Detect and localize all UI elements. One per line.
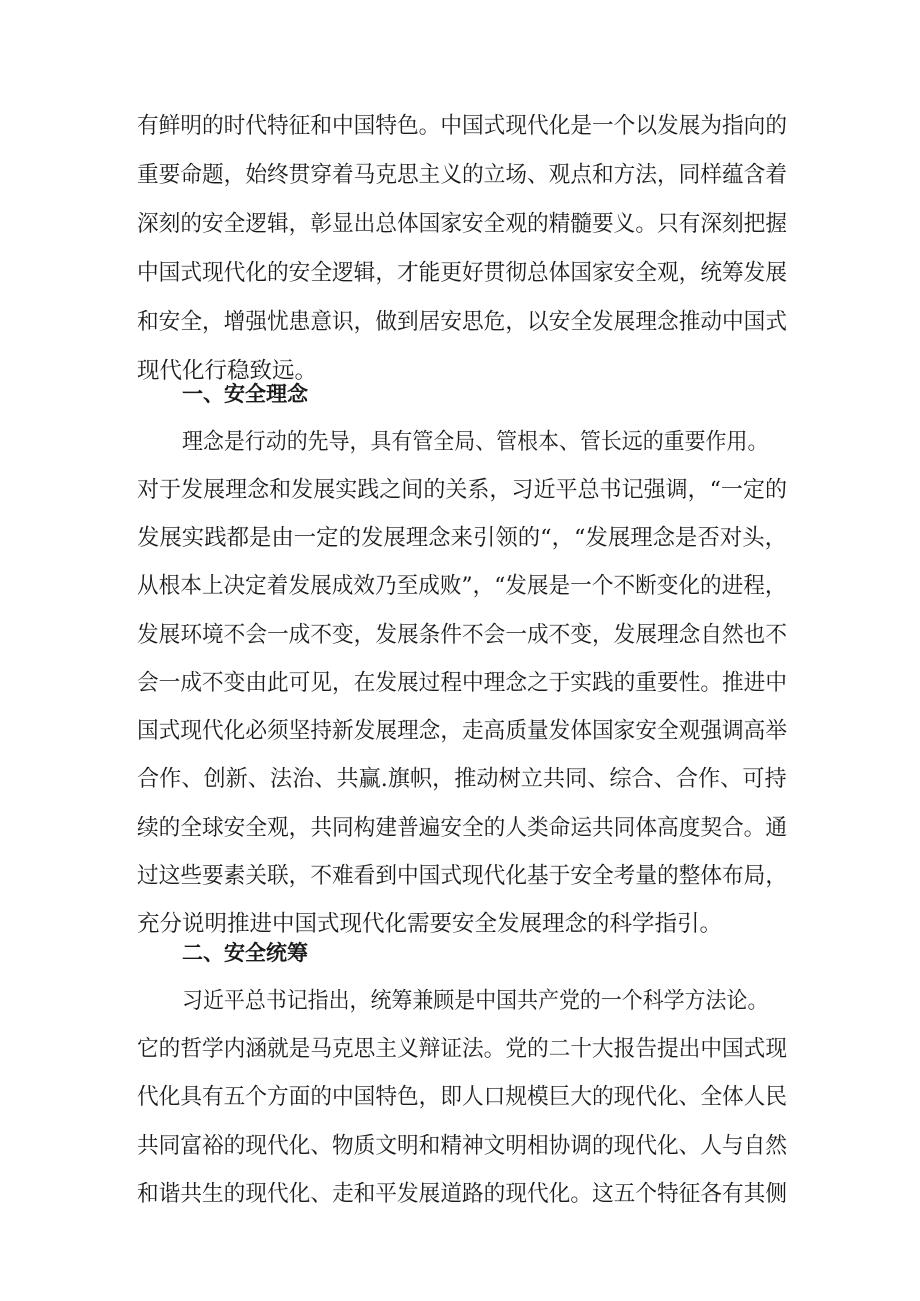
text-line: 国式现代化必须坚持新发展理念，走高质量发体国家安全观强调高举 [137, 718, 788, 744]
text-line: 续的全球安全观，共同构建普遍安全的人类命运共同体高度契合。通 [137, 815, 788, 841]
text-line: 发展环境不会一成不变，发展条件不会一成不变，发展理念自然也不 [137, 622, 788, 648]
text-line: 中国式现代化的安全逻辑，才能更好贯彻总体国家安全观，统筹发展 [137, 260, 788, 286]
text-line: 有鲜明的时代特征和中国特色。中国式现代化是一个以发展为指向的 [137, 113, 788, 139]
text-line: 深刻的安全逻辑，彰显出总体国家安全观的精髓要义。只有深刻把握 [137, 211, 788, 237]
text-line: 过这些要素关联，不难看到中国式现代化基于安全考量的整体布局， [137, 863, 788, 889]
text-line: 代化具有五个方面的中国特色，即人口规模巨大的现代化、全体人民 [137, 1084, 788, 1110]
text-line: 发展实践都是由一定的发展理念来引领的“，“发展理念是否对头， [137, 525, 788, 551]
text-line: 对于发展理念和发展实践之间的关系，习近平总书记强调，“一定的 [137, 477, 788, 503]
text-line: 充分说明推进中国式现代化需要安全发展理念的科学指引。 [137, 911, 723, 937]
text-line: 会一成不变由此可见，在发展过程中理念之于实践的重要性。推进中 [137, 670, 788, 696]
text-line: 理念是行动的先导，具有管全局、管根本、管长远的重要作用。 [182, 429, 769, 455]
text-line: 共同富裕的现代化、物质文明和精神文明相协调的现代化、人与自然 [137, 1133, 788, 1159]
text-line: 重要命题，始终贯穿着马克思主义的立场、观点和方法，同样蕴含着 [137, 162, 788, 188]
section-heading-1: 一、安全理念 [182, 382, 308, 406]
text-line: 和谐共生的现代化、走和平发展道路的现代化。这五个特征各有其侧 [137, 1181, 788, 1207]
text-line: 现代化行稳致远。 [137, 358, 318, 384]
text-line: 习近平总书记指出，统筹兼顾是中国共产党的一个科学方法论。 [182, 988, 769, 1014]
text-line: 和安全，增强忧患意识，做到居安思危，以安全发展理念推动中国式 [137, 309, 788, 335]
text-line: 从根本上决定着发展成效乃至成败”，“发展是一个不断变化的进程， [137, 573, 787, 599]
text-line: 它的哲学内涵就是马克思主义辩证法。党的二十大报告提出中国式现 [137, 1036, 788, 1062]
section-heading-2: 二、安全统筹 [182, 941, 308, 965]
text-line: 合作、创新、法治、共赢.旗帜，推动树立共同、综合、合作、可持 [137, 766, 787, 792]
